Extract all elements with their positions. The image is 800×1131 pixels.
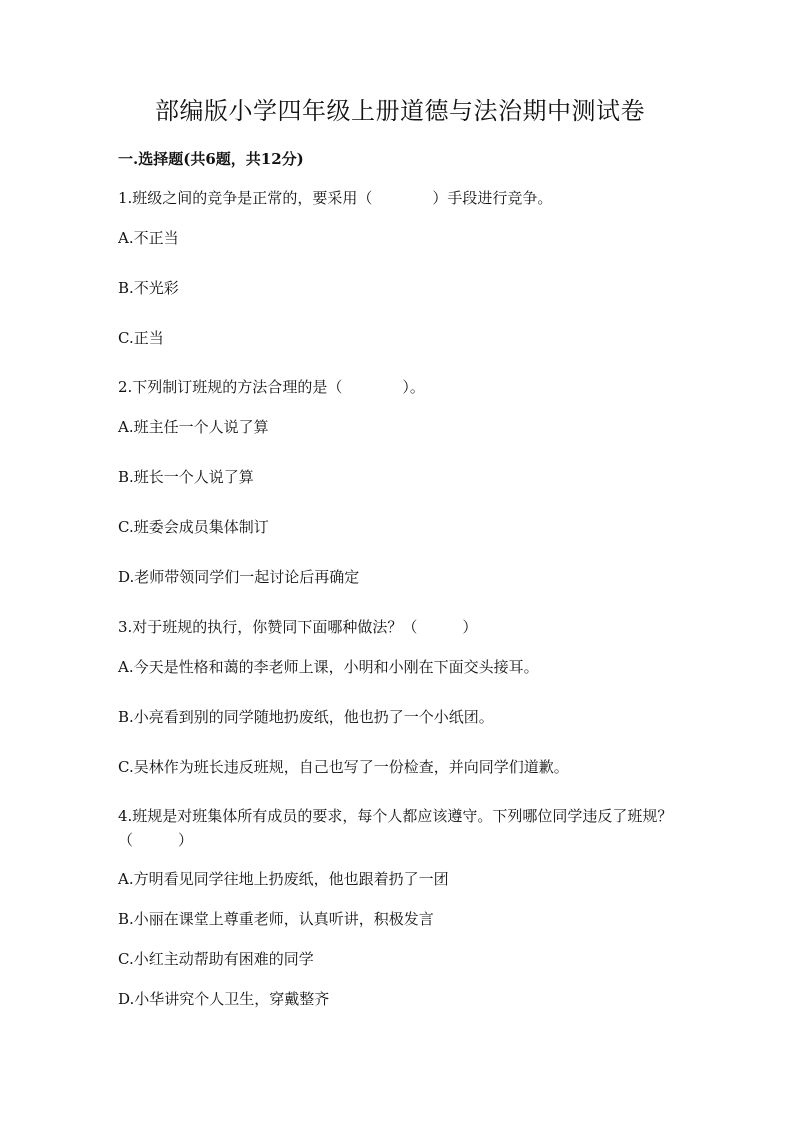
question-stem: 1.班级之间的竞争是正常的，要采用（ ）手段进行竞争。 <box>118 189 553 207</box>
option-item: A.方明看见同学往地上扔废纸，他也跟着扔了一团 <box>118 870 449 888</box>
option-item: A.不正当 <box>118 229 179 247</box>
option-item: A.班主任一个人说了算 <box>118 418 269 436</box>
option-item: B.小亮看到别的同学随地扔废纸，他也扔了一个小纸团。 <box>118 708 494 726</box>
option-item: D.小华讲究个人卫生，穿戴整齐 <box>118 990 330 1008</box>
page-title: 部编版小学四年级上册道德与法治期中测试卷 <box>155 97 645 125</box>
option-item: C.吴林作为班长违反班规，自己也写了一份检查，并向同学们道歉。 <box>118 758 569 776</box>
option-item: B.班长一个人说了算 <box>118 468 254 486</box>
option-item: C.正当 <box>118 329 164 347</box>
question-stem: 2.下列制订班规的方法合理的是（ ）。 <box>118 378 425 396</box>
option-item: C.班委会成员集体制订 <box>118 518 269 536</box>
option-item: C.小红主动帮助有困难的同学 <box>118 950 314 968</box>
section-heading: 一.选择题(共6题，共12分) <box>118 150 304 168</box>
option-item: A.今天是性格和蔼的李老师上课，小明和小刚在下面交头接耳。 <box>118 658 539 676</box>
option-item: B.不光彩 <box>118 279 179 297</box>
question-stem: 3.对于班规的执行，你赞同下面哪种做法？（ ） <box>118 618 478 636</box>
question-stem: 4.班规是对班集体所有成员的要求，每个人都应该遵守。下列哪位同学违反了班规？（ ） <box>118 807 673 849</box>
option-item: B.小丽在课堂上尊重老师，认真听讲，积极发言 <box>118 910 434 928</box>
option-item: D.老师带领同学们一起讨论后再确定 <box>118 568 360 586</box>
